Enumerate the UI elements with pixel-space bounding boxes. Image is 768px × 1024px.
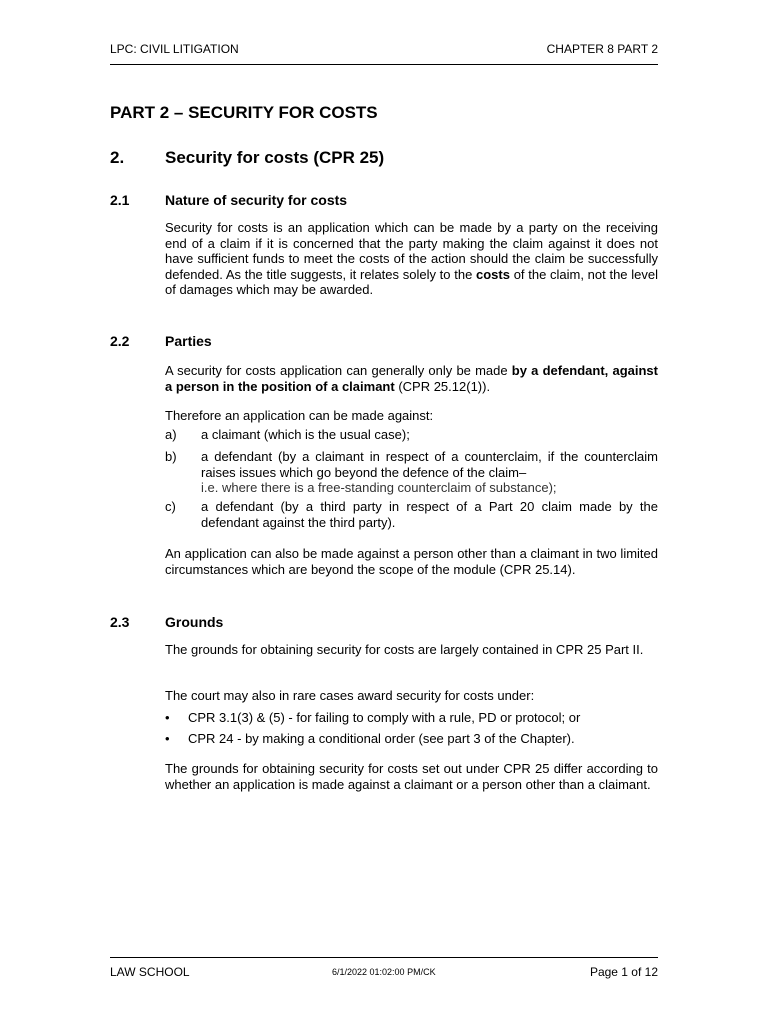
footer-left: LAW SCHOOL [110, 965, 190, 979]
subsection-2-2-number: 2.2 [110, 333, 130, 349]
bullet-marker: • [165, 710, 170, 725]
section-title: Security for costs (CPR 25) [165, 148, 385, 167]
grounds-paragraph-1: The grounds for obtaining security for costs are largely contained in CPR 25 Part II. [165, 642, 644, 657]
section-number: 2. [110, 148, 125, 167]
list-marker: c) [165, 499, 176, 514]
grounds-paragraph-2: The court may also in rare cases award security for costs under: [165, 688, 535, 703]
nature-paragraph: Security for costs is an application which can be made by a party on the receiving end of a claim if it is concerned that the party making the claim against it does not have sufficient funds to meet the costs of the action should the claim be successfully defended. As the title suggests, it relates solely to the costs of the claim, not the level of damages which may be awarded. [165, 220, 658, 297]
list-marker: a) [165, 427, 177, 442]
page-footer [110, 957, 658, 988]
subsection-2-3-number: 2.3 [110, 614, 130, 630]
subsection-2-3-title: Grounds [165, 614, 224, 630]
bullet-text: CPR 24 - by making a conditional order (see part 3 of the Chapter). [188, 731, 575, 746]
footer-timestamp: 6/1/2022 01:02:00 PM/CK [332, 967, 436, 977]
list-text: a defendant (by a third party in respect of a Part 20 claim made by the defendant against the third party). [201, 499, 658, 530]
part-title: PART 2 – SECURITY FOR COSTS [110, 103, 378, 122]
header-right: CHAPTER 8 PART 2 [546, 42, 658, 56]
list-text: a claimant (which is the usual case); [201, 427, 410, 442]
list-text: a defendant (by a claimant in respect of a counterclaim, if the counterclaim raises issues which go beyond the defence of the claim– i.e. where there is a free-standing counterclaim of substance); [201, 449, 658, 495]
list-marker: b) [165, 449, 177, 464]
header-left: LPC: CIVIL LITIGATION [110, 42, 239, 56]
grounds-paragraph-3: The grounds for obtaining security for costs set out under CPR 25 differ according to whether an application is made against a claimant or a person other than a claimant. [165, 761, 658, 792]
page-number: Page 1 of 12 [589, 965, 658, 979]
parties-closing-paragraph: An application can also be made against a person other than a claimant in two limited circumstances which are beyond the scope of the module (CPR 25.14). [165, 546, 658, 577]
subsection-2-1-title: Nature of security for costs [165, 192, 348, 208]
subsection-2-2-title: Parties [165, 333, 212, 349]
subsection-2-1-number: 2.1 [110, 192, 130, 208]
bullet-marker: • [165, 731, 170, 746]
parties-intro: Therefore an application can be made against: [165, 408, 434, 423]
parties-paragraph: A security for costs application can generally only be made by a defendant, against a person in the position of a claimant (CPR 25.12(1)). [165, 363, 658, 394]
page-header [110, 42, 658, 65]
bullet-text: CPR 3.1(3) & (5) - for failing to comply with a rule, PD or protocol; or [188, 710, 581, 725]
